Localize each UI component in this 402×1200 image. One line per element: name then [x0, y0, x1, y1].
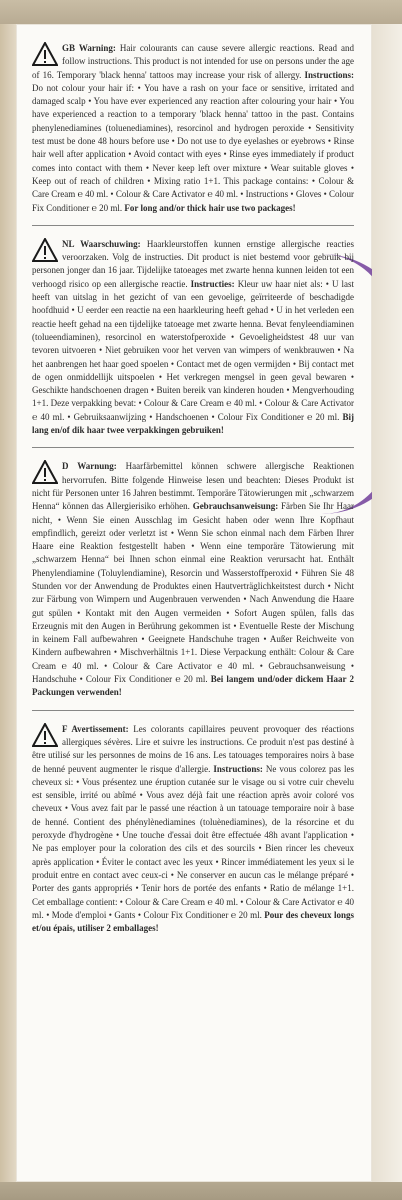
warning-panel — [16, 24, 372, 1182]
warning-text: Haarfärbemittel können schwere allergische Reaktionen hervorrufen. Bitte folgende Hinweise lesen und beachten: Dieses Produkt ist nicht für Personen unter 16 Jahren bestimmt. Temporäre Tätowierungen mit „schwarzem Henna“ können das Allergierisiko erhöhen. — [32, 461, 355, 512]
section-gb — [32, 42, 354, 215]
section-divider — [32, 225, 354, 226]
warning-text: Haarkleurstoffen kunnen ernstige allergische reacties veroorzaken. Volg de instructies. Dit product is niet bestemd voor gebruik bij personen jonger dan 16 jaar. Tijdelijke tatoeages met zwarte henna kunnen leiden tot een verhoogd risico op een allergische reactie. — [32, 238, 355, 289]
warning-content — [32, 42, 354, 945]
closing-note: For long and/or thick hair use two packages! — [124, 202, 296, 213]
warning-heading: Warnung: — [77, 461, 126, 472]
box-top-flap — [0, 0, 402, 24]
warning-heading: Avertissement: — [71, 723, 134, 734]
box-bottom-flap — [0, 1182, 402, 1200]
instructions-label: Gebrauchsanweisung: — [192, 501, 282, 512]
closing-note: Pour des cheveux longs et/ou épais, utiliser 2 emballages! — [32, 909, 354, 934]
warning-triangle-icon — [32, 238, 58, 262]
warning-text: Hair colourants can cause severe allergic reactions. Read and follow instructions. This product is not intended for use on persons under the age of 16. Temporary 'black henna' tattoos may increase your risk of allergy. — [32, 43, 354, 80]
warning-triangle-icon — [32, 42, 58, 66]
warning-text: Les colorants capillaires peuvent provoquer des réactions allergiques sévères. Lire et suivre les instructions. Ce produit n'est pas destiné à être utilisé sur les personnes de moins de 16 ans. Les tatouages temporaires noirs à base de henné peuvent augmenter le risque d'allergie. — [32, 723, 354, 774]
instructions-label: Instructies: — [190, 278, 238, 289]
section-fr — [32, 723, 354, 936]
warning-triangle-icon — [32, 460, 58, 484]
language-code: GB — [62, 43, 79, 53]
section-nl — [32, 238, 354, 437]
instructions-label: Instructions: — [213, 763, 266, 774]
instructions-text: Kleur uw haar niet als: • U last heeft van uitslag in het gezicht of van een gevoelige, geïrriteerde of beschadigde hoofdhuid • U eerder een reactie na een haarkleuring heeft gehad • U in het verleden een reactie heeft gehad na een tijdelijke tatoeage met zwarte henna. Bevat fenyleendiaminen (tolueendiaminen), resorcinol en waterstofperoxide • Gevoeligheidstest 48 uur van tevoren uitvoeren • Niet gebruiken voor het verven van wimpers of wenkbrauwen • Na het aanbrengen het haar goed spoelen • Contact met de ogen vermijden • Bij contact met de ogen onmiddellijk uitspoelen • Het verkregen mengsel in geen geval bewaren • Geschikte handschoenen dragen • Buiten bereik van kinderen houden • Mengverhouding 1+1. Deze verpakking bevat: • Colour & Care Cream ℮ 40 ml. • Colour & Care Activator ℮ 40 ml. • Gebruiksaanwijzing • Handschoenen • Colour Fix Conditioner ℮ 20 ml. — [32, 278, 354, 422]
warning-heading: Waarschuwing: — [80, 238, 147, 249]
language-code: F — [62, 723, 72, 734]
instructions-text: Färben Sie Ihr Haar nicht, • Wenn Sie einen Ausschlag im Gesicht haben oder wenn Ihre Kopfhaut empfindlich, gereizt oder verletzt ist • Wenn Sie schon einmal nach dem Färben Ihrer Haare eine Reaktion festgestellt haben • Wenn eine temporäre Tätowierung mit „schwarzem Henna“ bei Ihnen schon einmal eine Reaktion verursacht hat. Enthält Phenylendiamine (Toluylendiamine), Resorcin und Wasserstoffperoxid • Führen Sie 48 Stunden vor der Anwendung de Produktes einen Hautverträglichkeitstest durch • Nicht zur Färbung von Wimpern und Augenbrauen verwenden • Nach Anwendung die Haare gut spülen • Kontakt mit den Augen vermeiden • Sofort Augen spülen, falls das Erzeugnis mit den Augen in Berührung gekommen ist • Eventuelle Reste der Mischung in keinem Fall aufbewahren • Geeignete Handschuhe tragen • Außer Reichweite von Kindern aufbewahren • Mischverhältnis 1+1. Diese Verpackung enthält: Colour & Care Cream ℮ 40 ml. • Colour & Care Activator ℮ 40 ml. • Gebrauchsanweisung • Handschuhe • Colour Fix Conditioner ℮ 20 ml. — [32, 501, 354, 685]
language-code: D — [62, 461, 78, 472]
section-divider — [32, 447, 354, 448]
closing-note: Bei langem und/oder dickem Haar 2 Packungen verwenden! — [32, 674, 354, 698]
section-de — [32, 460, 354, 699]
warning-heading: Warning: — [78, 43, 120, 53]
language-code: NL — [62, 238, 81, 249]
instructions-text: Ne vous colorez pas les cheveux si: • Vous présentez une éruption cutanée sur le visage ou si votre cuir chevelu est sensible, irrité ou abîmé • Vous avez déjà fait une réaction après avoir coloré vos cheveux • Vous avez fait par le passé une réaction à un tatouage temporaire noir à base de henné. Contient des phénylènediamines (toluènediamines), de la résorcine et du peroxyde d'hydrogène • Une touche d'essai doit être effectuée 48h avant l'application • Ne pas employer pour la coloration des cils et des sourcils • Bien rincer les cheveux après application • Éviter le contact avec les yeux • Rincer immédiatement les yeux si le produit entre en contact avec ceux-ci • Ne conserver en aucun cas le mélange préparé • Porter des gants appropriés • Tenir hors de portée des enfants • Ratio de mélange 1+1. Cet emballage contient: • Colour & Care Cream ℮ 40 ml. • Colour & Care Activator ℮ 40 ml. • Mode d'emploi • Gants • Colour Fix Conditioner ℮ 20 ml. — [32, 763, 354, 920]
closing-note: Bij lang en/of dik haar twee verpakkingen gebruiken! — [32, 411, 354, 436]
warning-triangle-icon — [32, 723, 58, 747]
instructions-text: Do not colour your hair if: • You have a rash on your face or sensitive, irritated and damaged scalp • You have ever experienced any reaction after colouring your hair • You have experienced a reaction to a temporary 'black henna' tattoo in the past. Contains phenylenediamines (toluenediamines), resorcinol and hydrogen peroxide • Sensitivity test must be done 48 hours before use • Do not use to dye eyelashes or eyebrows • Rinse hair well after application • Avoid contact with eyes • Rinse eyes immediately if product comes into contact with them • Never keep left over mixture • Wear suitable gloves • Keep out of reach of children • Mixing ratio 1+1. This package contains: • Colour & Care Cream ℮ 40 ml. • Colour & Care Activator ℮ 40 ml. • Instructions • Gloves • Colour Fix Conditioner ℮ 20 ml. — [32, 82, 354, 213]
instructions-label: Instructions: — [304, 69, 354, 80]
box-right-edge — [372, 24, 402, 1184]
box-left-edge — [0, 24, 16, 1184]
section-divider — [32, 710, 354, 711]
